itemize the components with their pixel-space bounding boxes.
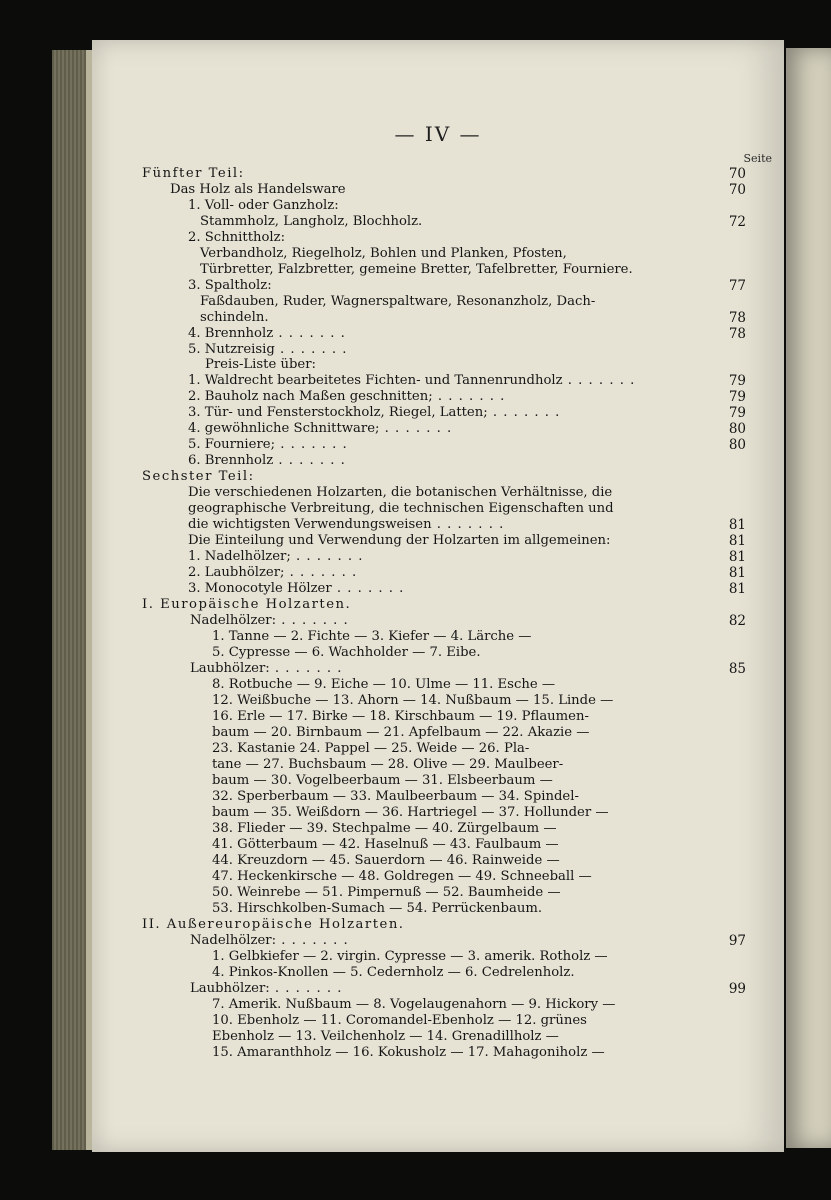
toc-entry: Stammholz, Langholz, Blochholz. xyxy=(200,214,423,229)
toc-entry: baum — 20. Birnbaum — 21. Apfelbaum — 22. Akazie — xyxy=(212,725,590,740)
toc-entry: 23. Kastanie 24. Pappel — 25. Weide — 26. Pla- xyxy=(212,741,530,756)
toc-entry: 1. Voll- oder Ganzholz: xyxy=(188,198,339,213)
toc-page-number: 81 xyxy=(728,533,746,549)
toc-entry: 8. Rotbuche — 9. Eiche — 10. Ulme — 11. Esche — xyxy=(212,677,556,692)
toc-entry: 47. Heckenkirsche — 48. Goldregen — 49. Schneeball — xyxy=(212,869,592,884)
toc-entry: 50. Weinrebe — 51. Pimpernuß — 52. Baumheide — xyxy=(212,885,561,900)
toc-page-number: 72 xyxy=(728,214,746,230)
toc-entry: 3. Spaltholz: xyxy=(188,278,272,293)
toc-entry: 5. Cypresse — 6. Wachholder — 7. Eibe. xyxy=(212,645,481,660)
toc-entry: Laubhölzer: . . xyxy=(190,981,342,997)
toc-entry: baum — 30. Vogelbeerbaum — 31. Elsbeerbaum — xyxy=(212,773,553,788)
toc-page-number: 80 xyxy=(728,421,746,437)
toc-entry: 1. Gelbkiefer — 2. virgin. Cypresse — 3. amerik. Rotholz — xyxy=(212,949,608,964)
toc-page-number: 82 xyxy=(728,613,746,629)
toc-entry: 7. Amerik. Nußbaum — 8. Vogelaugenahorn — 9. Hickory — xyxy=(212,997,616,1012)
toc-entry: 15. Amaranthholz — 16. Kokusholz — 17. Mahagoniholz — xyxy=(212,1045,605,1060)
toc-entry: Preis-Liste über: xyxy=(205,357,316,372)
toc-entry: tane — 27. Buchsbaum — 28. Olive — 29. Maulbeer- xyxy=(212,757,564,772)
toc-entry: 1. Nadelhölzer; . . xyxy=(188,549,363,565)
toc-entry: I. Europäische Holzarten. xyxy=(142,597,352,612)
toc-entry: Sechster Teil: xyxy=(142,469,255,484)
toc-entry: Die verschiedenen Holzarten, die botanischen Verhältnisse, die xyxy=(188,485,613,500)
toc-page-number: 80 xyxy=(728,437,746,453)
toc-page-number: 79 xyxy=(728,373,746,389)
toc-entry: II. Außereuropäische Holzarten. xyxy=(142,917,405,932)
toc-entry: 6. Brennholz . . xyxy=(188,453,346,469)
toc-entry: Türbretter, Falzbretter, gemeine Bretter, Tafelbretter, Fourniere. xyxy=(200,262,633,277)
toc-entry: 10. Ebenholz — 11. Coromandel-Ebenholz — 12. grünes xyxy=(212,1013,587,1028)
toc-page-number: 81 xyxy=(728,565,746,581)
toc-entry: 41. Götterbaum — 42. Haselnuß — 43. Faulbaum — xyxy=(212,837,559,852)
toc-page-number: 81 xyxy=(728,517,746,533)
toc-entry: 1. Tanne — 2. Fichte — 3. Kiefer — 4. Lärche — xyxy=(212,629,532,644)
toc-entry: Die Einteilung und Verwendung der Holzarten im allgemeinen: xyxy=(188,533,611,548)
right-page-edge xyxy=(786,48,831,1148)
toc-entry: 2. Bauholz nach Maßen geschnitten; . . xyxy=(188,389,505,405)
toc-entry: Ebenholz — 13. Veilchenholz — 14. Grenadillholz — xyxy=(212,1029,559,1044)
toc-entry: 2. Laubhölzer; . . xyxy=(188,565,357,581)
toc-entry: Das Holz als Handelsware xyxy=(170,182,346,197)
toc-page-number: 78 xyxy=(728,310,746,326)
toc-entry: 5. Nutzreisig . . xyxy=(188,342,348,358)
toc-entry: Verbandholz, Riegelholz, Bohlen und Planken, Pfosten, xyxy=(200,246,567,261)
toc-page-number: 70 xyxy=(728,182,746,198)
toc-entry: 32. Sperberbaum — 33. Maulbeerbaum — 34. Spindel- xyxy=(212,789,579,804)
toc-entry: baum — 35. Weißdorn — 36. Hartriegel — 37. Hollunder — xyxy=(212,805,609,820)
column-header-seite: Seite xyxy=(743,152,772,165)
toc-entry: schindeln. xyxy=(200,310,269,325)
toc-entry: 4. gewöhnliche Schnittware; . . xyxy=(188,421,452,437)
toc-entry: Nadelhölzer: . . xyxy=(190,613,349,629)
toc-entry: 16. Erle — 17. Birke — 18. Kirschbaum — 19. Pflaumen- xyxy=(212,709,589,724)
toc-entry: Faßdauben, Ruder, Wagnerspaltware, Resonanzholz, Dach- xyxy=(200,294,596,309)
toc-entry: geographische Verbreitung, die technischen Eigenschaften und xyxy=(188,501,614,516)
toc-entry: die wichtigsten Verwendungsweisen . . xyxy=(188,517,504,533)
toc-entry: 5. Fourniere; . . xyxy=(188,437,348,453)
toc-entry: 3. Tür- und Fensterstockholz, Riegel, Latten; . . xyxy=(188,405,560,421)
toc-entry: 53. Hirschkolben-Sumach — 54. Perrückenbaum. xyxy=(212,901,543,916)
toc-page-number: 99 xyxy=(728,981,746,997)
page-number: — IV — xyxy=(394,122,482,146)
toc-entry: Laubhölzer: . . xyxy=(190,661,342,677)
toc-entry: Fünfter Teil: xyxy=(142,166,245,181)
toc-page-number: 78 xyxy=(728,326,746,342)
toc-entry: 44. Kreuzdorn — 45. Sauerdorn — 46. Rainweide — xyxy=(212,853,560,868)
toc-entry: 4. Brennholz . . xyxy=(188,326,346,342)
toc-entry: Nadelhölzer: . . xyxy=(190,933,349,949)
toc-entry: 2. Schnittholz: xyxy=(188,230,286,245)
toc-page-number: 97 xyxy=(728,933,746,949)
toc-entry: 12. Weißbuche — 13. Ahorn — 14. Nußbaum — 15. Linde — xyxy=(212,693,614,708)
toc-page-number: 70 xyxy=(728,166,746,182)
toc-page-number: 77 xyxy=(728,278,746,294)
toc-page-number: 79 xyxy=(728,405,746,421)
toc-page-number: 81 xyxy=(728,549,746,565)
toc-page-number: 79 xyxy=(728,389,746,405)
toc-page-number: 81 xyxy=(728,581,746,597)
toc-entry: 3. Monocotyle Hölzer . . xyxy=(188,581,404,597)
book-spine xyxy=(52,50,88,1150)
toc-page-number: 85 xyxy=(728,661,746,677)
toc-entry: 1. Waldrecht bearbeitetes Fichten- und Tannenrundholz . . xyxy=(188,373,635,389)
book-page xyxy=(92,40,784,1152)
toc-entry: 4. Pinkos-Knollen — 5. Cedernholz — 6. Cedrelenholz. xyxy=(212,965,575,980)
toc-entry: 38. Flieder — 39. Stechpalme — 40. Zürgelbaum — xyxy=(212,821,557,836)
